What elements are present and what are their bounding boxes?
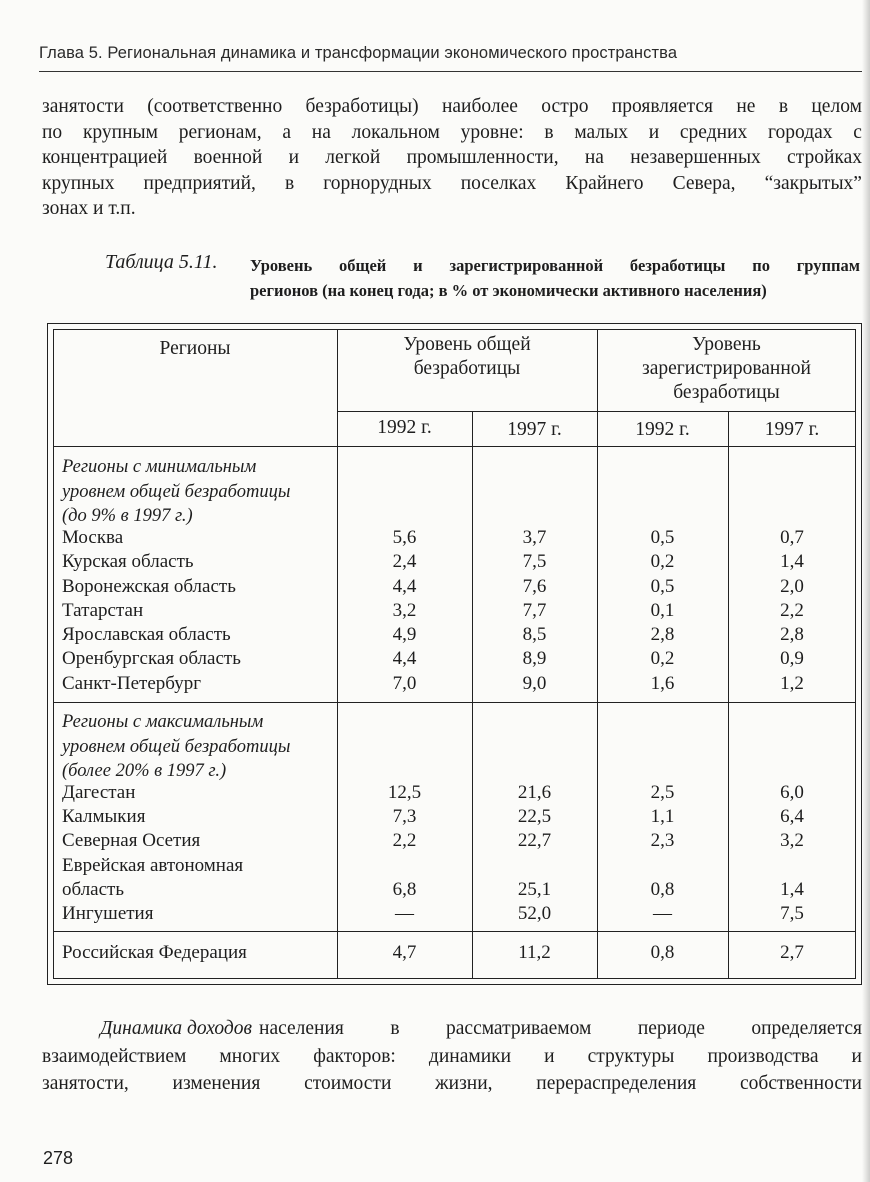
word: многих — [219, 1045, 281, 1067]
word: по — [42, 121, 63, 143]
value-cell: 2,8 — [780, 624, 804, 646]
row-name: Северная Осетия — [62, 830, 201, 852]
value-cell: 0,5 — [650, 527, 675, 548]
word: легкой — [325, 147, 381, 169]
text-line — [42, 120, 862, 146]
group-title-line: уровнем общей безработицы — [62, 736, 291, 757]
total-value: 11,2 — [518, 942, 551, 963]
group-title-line: Регионы с максимальным — [62, 712, 264, 732]
group-title-minimal — [62, 455, 290, 529]
total-value: 0,8 — [650, 942, 675, 963]
group-2-col-general-1997 — [472, 781, 597, 926]
word: занятости, — [42, 1073, 129, 1094]
value-cell: 0,8 — [650, 878, 675, 900]
word: в — [284, 172, 295, 194]
word: населения — [259, 1018, 344, 1039]
value-cell: 2,8 — [650, 624, 675, 646]
group-title-line: уровнем общей безработицы — [62, 481, 291, 502]
word: занятости — [42, 96, 124, 117]
word: в — [778, 96, 789, 117]
paragraph-top — [42, 94, 862, 222]
header-year: 1997 г. — [507, 419, 562, 440]
group-1-col-registered-1997 — [728, 526, 856, 696]
text-line — [42, 171, 862, 197]
word: локальном — [351, 121, 440, 143]
value-cell: 7,0 — [392, 672, 417, 694]
group-2-names — [62, 781, 243, 926]
value-cell: 2,2 — [780, 599, 804, 621]
row-divider — [53, 446, 856, 447]
word: а — [282, 121, 292, 143]
header-line: Уровень — [692, 334, 761, 355]
value-cell: 0,1 — [650, 599, 675, 621]
running-header: Глава 5. Региональная динамика и трансформации экономического пространства — [39, 44, 678, 62]
value-cell: 9,0 — [522, 672, 547, 694]
value-cell: 4,4 — [392, 648, 417, 670]
value-cell: 6,4 — [780, 806, 804, 828]
word: крупным — [82, 121, 158, 143]
value-cell: 0,5 — [650, 575, 675, 597]
word: структуры — [587, 1045, 675, 1067]
value-cell: 25,1 — [517, 878, 552, 900]
word: концентрацией — [42, 147, 168, 169]
group-1-col-general-1992 — [337, 526, 472, 696]
word: не — [736, 96, 756, 117]
value-cell: 2,3 — [650, 830, 675, 852]
row-name: Оренбургская область — [62, 648, 241, 670]
word: промышленности, — [406, 147, 559, 169]
word: собственности — [740, 1073, 862, 1094]
text-line — [42, 145, 862, 171]
word: уровне: — [460, 121, 524, 143]
paragraph-bottom — [42, 1015, 862, 1098]
page-number: 278 — [43, 1148, 74, 1168]
lead-italic: Динамика доходов — [100, 1018, 253, 1039]
value-cell: 6,0 — [780, 782, 804, 803]
value-cell: 3,2 — [780, 830, 804, 852]
group-2-col-general-1992 — [337, 781, 472, 926]
value-cell: 3,7 — [522, 527, 547, 548]
total-row-name: Российская Федерация — [62, 942, 247, 963]
value-cell: 52,0 — [517, 903, 552, 924]
word: остро — [541, 96, 589, 117]
value-cell: — — [395, 903, 414, 924]
value-cell: 1,2 — [780, 672, 804, 694]
group-title-line: (до 9% в 1997 г.) — [62, 506, 193, 526]
total-value: 4,7 — [392, 942, 417, 963]
word: на — [584, 147, 604, 169]
word: изменения — [172, 1073, 261, 1094]
word: и — [851, 1045, 862, 1067]
value-cell: 7,5 — [780, 903, 804, 924]
value-cell: 21,6 — [517, 782, 552, 803]
text-line — [42, 1070, 862, 1098]
word: регионам, — [178, 121, 262, 143]
value-cell: 2,0 — [780, 575, 804, 597]
value-cell: 22,7 — [517, 830, 552, 852]
row-name: область — [62, 878, 125, 900]
word: “закрытых” — [764, 172, 862, 194]
value-cell: 1,4 — [780, 551, 804, 573]
header-regions: Регионы — [159, 338, 231, 359]
word: Севера, — [672, 172, 736, 194]
row-name: Курская область — [62, 551, 194, 573]
row-name: Ингушетия — [62, 903, 154, 925]
word: на — [311, 121, 331, 143]
group-title-maximal — [62, 710, 290, 784]
group-2-col-registered-1997 — [728, 781, 856, 926]
header-registered-unemployment — [597, 333, 856, 405]
table-title-line: регионов (на конец года; в % от экономически активного населения) — [250, 281, 767, 300]
word: определяется — [751, 1018, 862, 1039]
word: предприятий, — [143, 172, 256, 194]
row-name: Ярославская область — [62, 624, 231, 646]
value-cell: 8,5 — [522, 624, 547, 646]
word: стройках — [787, 147, 862, 169]
word: факторов: — [313, 1045, 396, 1067]
word: Крайнего — [565, 172, 644, 194]
header-line: безработицы — [413, 358, 521, 379]
value-cell: 7,6 — [522, 575, 547, 597]
row-name: Воронежская область — [62, 575, 236, 597]
word: незавершенных — [630, 147, 761, 169]
spacer — [597, 854, 728, 878]
group-2-col-registered-1992 — [597, 781, 728, 926]
group-1-names — [62, 526, 241, 696]
table-title — [250, 253, 860, 303]
row-name: Еврейская автономная — [62, 854, 244, 876]
value-cell: 0,7 — [780, 527, 804, 548]
value-cell: 4,9 — [392, 624, 417, 646]
page-edge-shadow — [862, 0, 870, 1182]
value-cell: 22,5 — [517, 806, 552, 828]
word: горнорудных — [323, 172, 432, 194]
table-title-line: Уровень общей и зарегистрированной безработицы по группам — [250, 256, 860, 275]
value-cell: 2,4 — [392, 551, 417, 573]
word: малых — [574, 121, 628, 143]
spacer — [472, 854, 597, 878]
word: поселках — [460, 172, 537, 194]
word: крупных — [42, 172, 115, 194]
word: в — [544, 121, 554, 143]
header-rule — [39, 71, 862, 72]
group-1-col-registered-1992 — [597, 526, 728, 696]
value-cell: 0,9 — [780, 648, 804, 670]
word: военной — [193, 147, 263, 169]
value-cell: 0,2 — [650, 648, 675, 670]
word: производства — [707, 1045, 819, 1067]
word: и — [544, 1045, 555, 1067]
word: перераспределения — [536, 1073, 697, 1094]
header-year: 1992 г. — [635, 419, 690, 440]
value-cell: 12,5 — [387, 782, 422, 803]
row-name: Санкт-Петербург — [62, 672, 202, 694]
spacer — [728, 854, 856, 878]
header-line: зарегистрированной — [642, 358, 811, 379]
value-cell: — — [653, 903, 672, 924]
value-cell: 5,6 — [392, 527, 417, 548]
value-cell: 0,2 — [650, 551, 675, 573]
word: безработицы) — [305, 96, 419, 117]
word: целом — [811, 96, 862, 117]
word: (соответственно — [147, 96, 283, 117]
value-cell: 3,2 — [392, 599, 417, 621]
value-cell: 1,4 — [780, 878, 804, 900]
word: наиболее — [441, 96, 518, 117]
header-general-unemployment — [337, 333, 597, 381]
group-1-col-general-1997 — [472, 526, 597, 696]
value-cell: 1,6 — [650, 672, 675, 694]
value-cell: 6,8 — [392, 878, 417, 900]
word: и — [648, 121, 660, 143]
header-line: безработицы — [673, 382, 780, 403]
word: городах — [768, 121, 833, 143]
row-name: Дагестан — [62, 782, 136, 803]
group-title-line: Регионы с минимальным — [62, 457, 257, 477]
value-cell: 1,1 — [650, 806, 675, 828]
word: динамики — [428, 1045, 512, 1067]
value-cell: 2,5 — [650, 782, 675, 803]
row-name: Москва — [62, 527, 124, 548]
group-title-line: (более 20% в 1997 г.) — [62, 761, 227, 781]
text-line — [42, 94, 862, 120]
word: стоимости — [304, 1073, 392, 1094]
value-cell: 2,2 — [392, 830, 417, 852]
text-line — [42, 1015, 862, 1043]
word: рассматриваемом — [446, 1018, 592, 1039]
total-value: 2,7 — [780, 942, 804, 963]
row-name: Татарстан — [62, 599, 144, 621]
value-cell: 8,9 — [522, 648, 547, 670]
spacer — [337, 854, 472, 878]
text-line: зонах и т.п. — [42, 198, 136, 220]
value-cell: 7,3 — [392, 806, 417, 828]
header-year: 1997 г. — [764, 419, 820, 440]
value-cell: 4,4 — [392, 575, 417, 597]
word: и — [288, 147, 300, 169]
word: жизни, — [435, 1073, 493, 1094]
row-divider — [53, 702, 856, 703]
text-line — [42, 1043, 862, 1071]
word: проявляется — [611, 96, 714, 117]
word: периоде — [637, 1018, 705, 1039]
line-rest — [259, 1015, 862, 1043]
word: с — [853, 121, 862, 143]
row-divider — [53, 931, 856, 932]
row-name: Калмыкия — [62, 806, 146, 828]
word: в — [390, 1018, 400, 1039]
word: взаимодействием — [42, 1045, 187, 1067]
value-cell: 7,5 — [522, 551, 547, 573]
header-year: 1992 г. — [377, 417, 432, 438]
value-cell: 7,7 — [522, 599, 547, 621]
header-line: Уровень общей — [403, 334, 531, 355]
table-label: Таблица 5.11. — [105, 251, 218, 273]
word: средних — [679, 121, 748, 143]
row-divider — [337, 411, 856, 412]
